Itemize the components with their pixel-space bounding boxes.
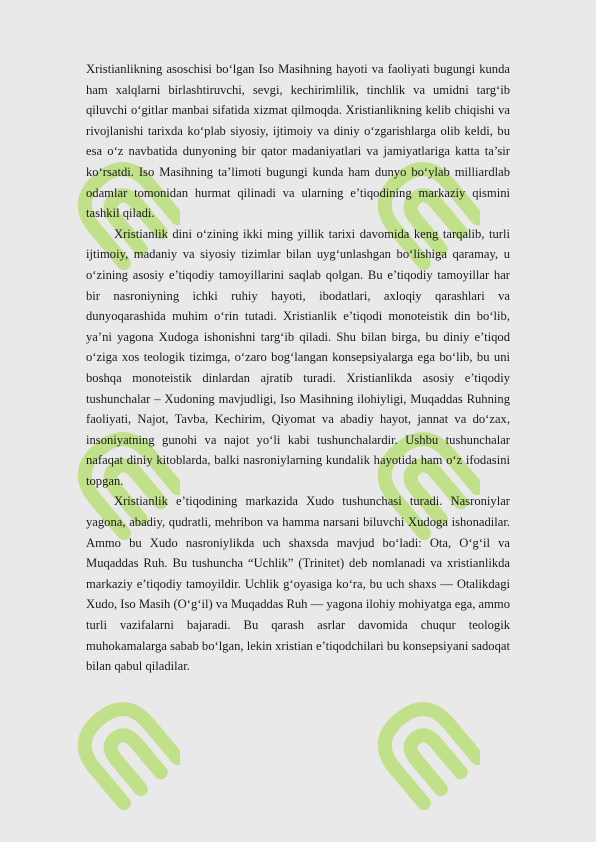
paragraph: Xristianlik e’tiqodining markazida Xudo tushunchasi turadi. Nasroniylar yagona, abadiy, qudratli, mehribon va hamma narsani biluvchi Xudoga ishonadilar. Ammo bu Xudo nasroniylikda uch shaxsda mavjud bo‘ladi: Ota, O‘g‘il va Muqaddas Ruh. Bu tushuncha “Uchlik” (Trinitet) deb nomlanadi va xristianlikda markaziy e’tiqodiy tamoyildir. Uchlik g‘oyasiga ko‘ra, bu uch shaxs — Otalikdagi Xudo, Iso Masih (O‘g‘il) va Muqaddas Ruh — yagona ilohiy mohiyatga ega, ammo turli vazifalarni bajaradi. Bu qarash asrlar davomida chuqur teologik muhokamalarga sabab bo‘lgan, lekin xristian e’tiqodchilari bu konsepsiyani sadoqat bilan qabul qiladilar.	[86, 494, 510, 674]
watermark-logo-icon	[370, 690, 480, 810]
paragraph: Xristianlik dini o‘zining ikki ming yillik tarixi davomida keng tarqalib, turli ijtimoiy, madaniy va siyosiy tizimlar bilan uyg‘unlashgan bo‘lishiga qaramay, u o‘zining asosiy e’tiqodiy tamoyillarini saqlab qolgan. Bu e’tiqodiy tamoyillar har bir nasroniyning ichki ruhiy hayoti, ibodatlari, axloqiy qarashlari va dunyoqarashida muhim o‘rin tutadi. Xristianlik e’tiqodi monoteistik din bo‘lib, ya’ni yagona Xudoga ishonishni targ‘ib qiladi. Shu bilan birga, bu diniy e’tiqod o‘ziga xos teologik tizimga, o‘zaro bog‘langan konsepsiyalarga ega bo‘lib, bu uni boshqa monoteistik dinlardan ajratib turadi. Xristianlikda asosiy e’tiqodiy tushunchalar – Xudoning mavjudligi, Iso Masihning ilohiyligi, Muqaddas Ruhning faoliyati, Najot, Tavba, Kechirim, Qiyomat va abadiy hayot, jannat va do‘zax, insoniyatning gunohi va najot yo‘li kabi tushunchalardir. Ushbu tushunchalar nafaqat diniy kitoblarda, balki nasroniylarning kundalik hayotida ham o‘z ifodasini topgan.	[86, 226, 510, 488]
document-body	[86, 59, 510, 677]
watermark-logo-icon	[70, 690, 180, 810]
paragraph: Xristianlikning asoschisi bo‘lgan Iso Masihning hayoti va faoliyati bugungi kunda ham xalqlarni birlashtiruvchi, sevgi, kechirimlilik, tinchlik va umidni targ‘ib qiluvchi o‘gitlar manbai sifatida xizmat qilmoqda. Xristianlikning kelib chiqishi va rivojlanishi tarixda ko‘plab siyosiy, ijtimoiy va diniy o‘zgarishlarga olib keldi, bu esa o‘z navbatida dunyoning bir qator madaniyatlari va jamiyatlariga katta ta’sir ko‘rsatdi. Iso Masihning ta’limoti bugungi kunda ham dunyo bo‘ylab milliardlab odamlar tomonidan hurmat qilinadi va ularning e’tiqodining markaziy qismini tashkil qiladi.	[86, 62, 510, 221]
